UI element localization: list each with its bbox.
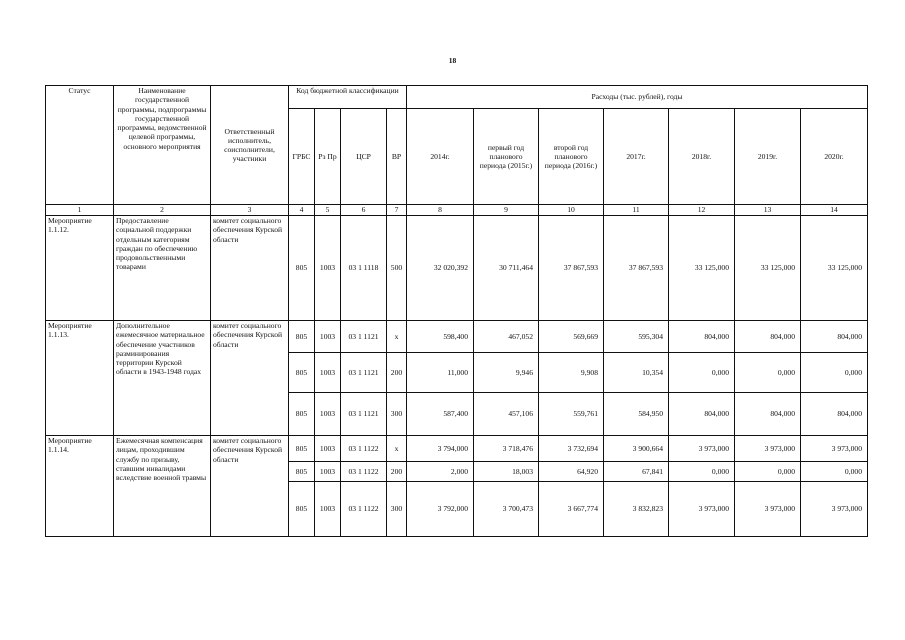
amount-cell: 37 867,593 [539,216,604,321]
status-cell: Мероприятие 1.1.13. [46,321,114,436]
vr-cell: 300 [387,393,407,436]
column-number: 7 [387,205,407,216]
header-expenses: Расходы (тыс. рублей), годы [407,86,868,109]
amount-cell: 3 973,000 [669,482,735,537]
amount-cell: 33 125,000 [735,216,801,321]
responsible-cell: комитет социального обеспечения Курской области [211,436,289,537]
column-number: 1 [46,205,114,216]
amount-cell: 32 020,392 [407,216,474,321]
amount-cell: 3 900,664 [604,436,669,462]
csr-cell: 03 1 1118 [341,216,387,321]
csr-cell: 03 1 1122 [341,436,387,462]
grbs-cell: 805 [289,482,315,537]
rzpr-cell: 1003 [315,216,341,321]
amount-cell: 10,354 [604,353,669,393]
amount-cell: 3 794,000 [407,436,474,462]
amount-cell: 457,106 [474,393,539,436]
amount-cell: 3 832,823 [604,482,669,537]
vr-cell: 500 [387,216,407,321]
header-budget-code: Код бюджетной классификации [289,86,407,109]
header-program-name: Наименование государственной программы, подпрограммы государственной программы, ведомственной целевой программы, основного мероприятия [114,86,211,205]
amount-cell: 0,000 [735,462,801,482]
header-csr: ЦСР [341,109,387,205]
rzpr-cell: 1003 [315,436,341,462]
csr-cell: 03 1 1121 [341,393,387,436]
header-responsible: Ответственный исполнитель, соисполнители, участники [211,86,289,205]
amount-cell: 3 973,000 [801,436,868,462]
amount-cell: 804,000 [735,321,801,353]
amount-cell: 0,000 [801,462,868,482]
amount-cell: 3 792,000 [407,482,474,537]
vr-cell: 200 [387,353,407,393]
amount-cell: 64,920 [539,462,604,482]
column-number: 2 [114,205,211,216]
csr-cell: 03 1 1121 [341,353,387,393]
csr-cell: 03 1 1121 [341,321,387,353]
status-cell: Мероприятие 1.1.14. [46,436,114,537]
grbs-cell: 805 [289,436,315,462]
header-year-2019: 2019г. [735,109,801,205]
page-number: 18 [448,56,457,65]
vr-cell: x [387,321,407,353]
table-row [46,436,868,462]
amount-cell: 595,304 [604,321,669,353]
column-number: 8 [407,205,474,216]
amount-cell: 33 125,000 [801,216,868,321]
column-number: 14 [801,205,868,216]
header-rzpr: Рз Пр [315,109,341,205]
amount-cell: 0,000 [801,353,868,393]
amount-cell: 3 973,000 [669,436,735,462]
amount-cell: 804,000 [801,393,868,436]
grbs-cell: 805 [289,462,315,482]
column-number: 6 [341,205,387,216]
header-year-2018: 2018г. [669,109,735,205]
amount-cell: 3 973,000 [735,436,801,462]
rzpr-cell: 1003 [315,353,341,393]
vr-cell: 200 [387,462,407,482]
amount-cell: 569,669 [539,321,604,353]
amount-cell: 3 732,694 [539,436,604,462]
table-row [46,216,868,321]
grbs-cell: 805 [289,393,315,436]
amount-cell: 37 867,593 [604,216,669,321]
amount-cell: 3 973,000 [735,482,801,537]
status-cell: Мероприятие 1.1.12. [46,216,114,321]
amount-cell: 30 711,464 [474,216,539,321]
program-name-cell: Ежемесячная компенсация лицам, проходившим службу по призыву, ставшим инвалидами вследствие военной травмы [114,436,211,537]
amount-cell: 467,052 [474,321,539,353]
column-number: 12 [669,205,735,216]
header-year-2016: второй год планового периода (2016г.) [539,109,604,205]
grbs-cell: 805 [289,321,315,353]
header-year-2015: первый год планового периода (2015г.) [474,109,539,205]
header-year-2014: 2014г. [407,109,474,205]
amount-cell: 33 125,000 [669,216,735,321]
amount-cell: 559,761 [539,393,604,436]
amount-cell: 587,400 [407,393,474,436]
amount-cell: 3 718,476 [474,436,539,462]
amount-cell: 804,000 [801,321,868,353]
amount-cell: 804,000 [669,393,735,436]
table-row [46,321,868,353]
responsible-cell: комитет социального обеспечения Курской области [211,216,289,321]
amount-cell: 804,000 [669,321,735,353]
amount-cell: 9,908 [539,353,604,393]
vr-cell: x [387,436,407,462]
amount-cell: 0,000 [669,353,735,393]
amount-cell: 3 667,774 [539,482,604,537]
column-number: 5 [315,205,341,216]
csr-cell: 03 1 1122 [341,482,387,537]
amount-cell: 804,000 [735,393,801,436]
responsible-cell: комитет социального обеспечения Курской области [211,321,289,436]
column-number: 3 [211,205,289,216]
column-number: 9 [474,205,539,216]
header-status: Статус [46,86,114,205]
amount-cell: 0,000 [735,353,801,393]
amount-cell: 18,003 [474,462,539,482]
header-grbs: ГРБС [289,109,315,205]
amount-cell: 9,946 [474,353,539,393]
column-number: 10 [539,205,604,216]
amount-cell: 3 973,000 [801,482,868,537]
csr-cell: 03 1 1122 [341,462,387,482]
amount-cell: 598,400 [407,321,474,353]
rzpr-cell: 1003 [315,482,341,537]
amount-cell: 0,000 [669,462,735,482]
header-vr: ВР [387,109,407,205]
column-number: 13 [735,205,801,216]
amount-cell: 584,950 [604,393,669,436]
amount-cell: 11,000 [407,353,474,393]
amount-cell: 3 700,473 [474,482,539,537]
grbs-cell: 805 [289,353,315,393]
vr-cell: 300 [387,482,407,537]
amount-cell: 2,000 [407,462,474,482]
rzpr-cell: 1003 [315,462,341,482]
program-name-cell: Предоставление социальной поддержки отдельным категориям граждан по обеспечению продовольственными товарами [114,216,211,321]
column-numbers-row [46,205,868,216]
budget-table [45,85,868,537]
grbs-cell: 805 [289,216,315,321]
program-name-cell: Дополнительное ежемесячное материальное обеспечение участников разминирования территории Курской области в 1943-1948 годах [114,321,211,436]
rzpr-cell: 1003 [315,393,341,436]
column-number: 11 [604,205,669,216]
header-year-2017: 2017г. [604,109,669,205]
rzpr-cell: 1003 [315,321,341,353]
amount-cell: 67,841 [604,462,669,482]
column-number: 4 [289,205,315,216]
header-year-2020: 2020г. [801,109,868,205]
